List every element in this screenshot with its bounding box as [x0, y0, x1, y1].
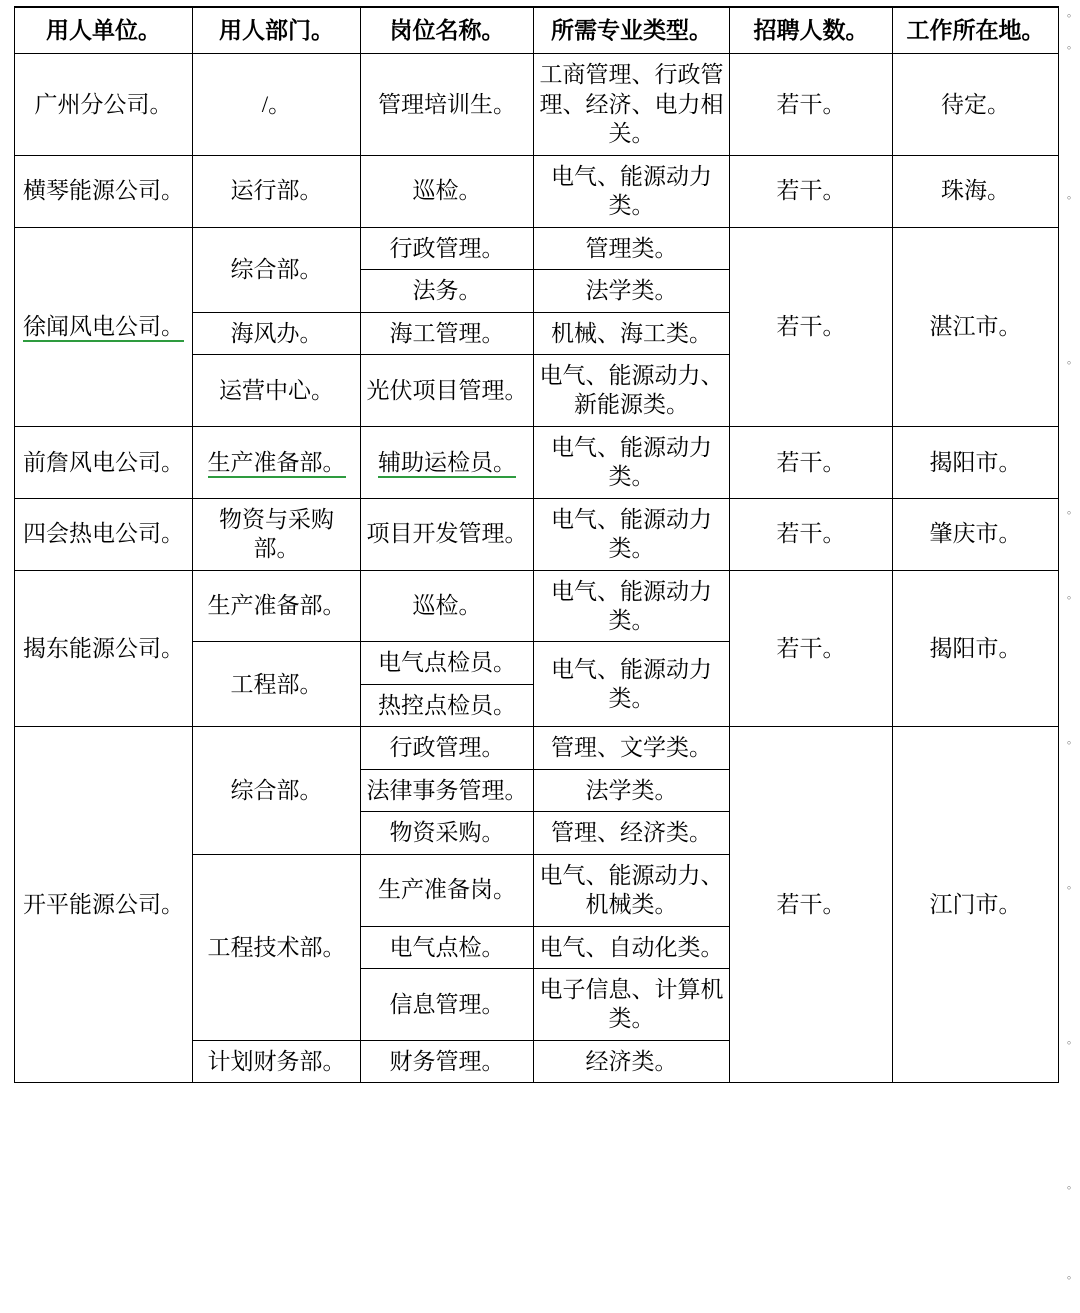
margin-comment-marks — [1066, 0, 1080, 1313]
cell-unit: 横琴能源公司。 — [15, 155, 193, 227]
table-header-row — [15, 7, 1059, 54]
column-header-count: 招聘人数。 — [730, 7, 893, 54]
cell-count: 若干。 — [730, 727, 893, 1083]
margin-mark: 。 — [1067, 39, 1078, 51]
table-row — [15, 426, 1059, 498]
cell-position-text: 辅助运检员。 — [378, 450, 516, 478]
cell-major: 电气、能源动力类。 — [534, 642, 730, 727]
table-row — [15, 155, 1059, 227]
cell-position: 财务管理。 — [361, 1040, 534, 1082]
cell-location: 肇庆市。 — [893, 498, 1059, 570]
cell-major: 经济类。 — [534, 1040, 730, 1082]
margin-mark: 。 — [1067, 7, 1078, 19]
cell-unit: 广州分公司。 — [15, 54, 193, 155]
cell-major: 电气、能源动力类。 — [534, 426, 730, 498]
column-header-location: 工作所在地。 — [893, 7, 1059, 54]
column-header-major: 所需专业类型。 — [534, 7, 730, 54]
cell-position — [361, 426, 534, 498]
cell-department: 工程技术部。 — [193, 854, 361, 1040]
cell-major: 法学类。 — [534, 769, 730, 811]
cell-major: 管理、文学类。 — [534, 727, 730, 769]
cell-major: 电气、自动化类。 — [534, 926, 730, 968]
cell-position: 行政管理。 — [361, 227, 534, 269]
cell-major: 机械、海工类。 — [534, 312, 730, 354]
cell-location: 揭阳市。 — [893, 426, 1059, 498]
recruitment-table — [14, 6, 1059, 1083]
table-row — [15, 498, 1059, 570]
cell-count: 若干。 — [730, 498, 893, 570]
cell-department: /。 — [193, 54, 361, 155]
margin-mark: 。 — [1067, 1179, 1078, 1191]
cell-major: 电气、能源动力类。 — [534, 498, 730, 570]
cell-unit: 揭东能源公司。 — [15, 570, 193, 727]
cell-unit: 开平能源公司。 — [15, 727, 193, 1083]
table-row — [15, 727, 1059, 769]
cell-major: 电气、能源动力类。 — [534, 570, 730, 642]
cell-position: 信息管理。 — [361, 968, 534, 1040]
margin-mark: 。 — [1067, 1269, 1078, 1281]
cell-position: 电气点检员。 — [361, 642, 534, 684]
cell-position: 海工管理。 — [361, 312, 534, 354]
cell-position: 行政管理。 — [361, 727, 534, 769]
margin-mark: 。 — [1067, 589, 1078, 601]
cell-count: 若干。 — [730, 155, 893, 227]
column-header-unit: 用人单位。 — [15, 7, 193, 54]
cell-major: 工商管理、行政管理、经济、电力相关。 — [534, 54, 730, 155]
cell-position: 物资采购。 — [361, 812, 534, 854]
margin-mark: 。 — [1067, 879, 1078, 891]
table-row — [15, 227, 1059, 269]
cell-position: 法务。 — [361, 270, 534, 312]
cell-location: 待定。 — [893, 54, 1059, 155]
cell-position: 生产准备岗。 — [361, 854, 534, 926]
cell-department-text: 生产准备部。 — [208, 450, 346, 478]
cell-department: 计划财务部。 — [193, 1040, 361, 1082]
table-row — [15, 570, 1059, 642]
cell-unit — [15, 227, 193, 426]
margin-mark: 。 — [1067, 504, 1078, 516]
cell-department: 综合部。 — [193, 727, 361, 854]
cell-major: 管理、经济类。 — [534, 812, 730, 854]
column-header-position: 岗位名称。 — [361, 7, 534, 54]
cell-location: 揭阳市。 — [893, 570, 1059, 727]
cell-count: 若干。 — [730, 54, 893, 155]
cell-location: 湛江市。 — [893, 227, 1059, 426]
cell-location: 江门市。 — [893, 727, 1059, 1083]
cell-position: 项目开发管理。 — [361, 498, 534, 570]
cell-unit: 前詹风电公司。 — [15, 426, 193, 498]
cell-major: 电子信息、计算机类。 — [534, 968, 730, 1040]
cell-count: 若干。 — [730, 426, 893, 498]
cell-location: 珠海。 — [893, 155, 1059, 227]
margin-mark: 。 — [1067, 734, 1078, 746]
cell-department: 运营中心。 — [193, 354, 361, 426]
cell-unit-text: 徐闻风电公司。 — [23, 314, 184, 342]
cell-major: 电气、能源动力类。 — [534, 155, 730, 227]
table-row — [15, 54, 1059, 155]
cell-major: 电气、能源动力、机械类。 — [534, 854, 730, 926]
margin-mark: 。 — [1067, 189, 1078, 201]
cell-major: 法学类。 — [534, 270, 730, 312]
cell-position: 巡检。 — [361, 570, 534, 642]
cell-department: 运行部。 — [193, 155, 361, 227]
cell-count: 若干。 — [730, 227, 893, 426]
cell-department — [193, 426, 361, 498]
cell-major: 电气、能源动力、新能源类。 — [534, 354, 730, 426]
cell-position: 光伏项目管理。 — [361, 354, 534, 426]
cell-department: 海风办。 — [193, 312, 361, 354]
cell-position: 电气点检。 — [361, 926, 534, 968]
cell-major: 管理类。 — [534, 227, 730, 269]
cell-position: 管理培训生。 — [361, 54, 534, 155]
margin-mark: 。 — [1067, 354, 1078, 366]
cell-position: 法律事务管理。 — [361, 769, 534, 811]
cell-department: 物资与采购部。 — [193, 498, 361, 570]
cell-department: 工程部。 — [193, 642, 361, 727]
cell-department: 综合部。 — [193, 227, 361, 312]
column-header-department: 用人部门。 — [193, 7, 361, 54]
cell-position: 热控点检员。 — [361, 684, 534, 726]
cell-unit: 四会热电公司。 — [15, 498, 193, 570]
cell-position: 巡检。 — [361, 155, 534, 227]
cell-department: 生产准备部。 — [193, 570, 361, 642]
cell-count: 若干。 — [730, 570, 893, 727]
margin-mark: 。 — [1067, 1034, 1078, 1046]
